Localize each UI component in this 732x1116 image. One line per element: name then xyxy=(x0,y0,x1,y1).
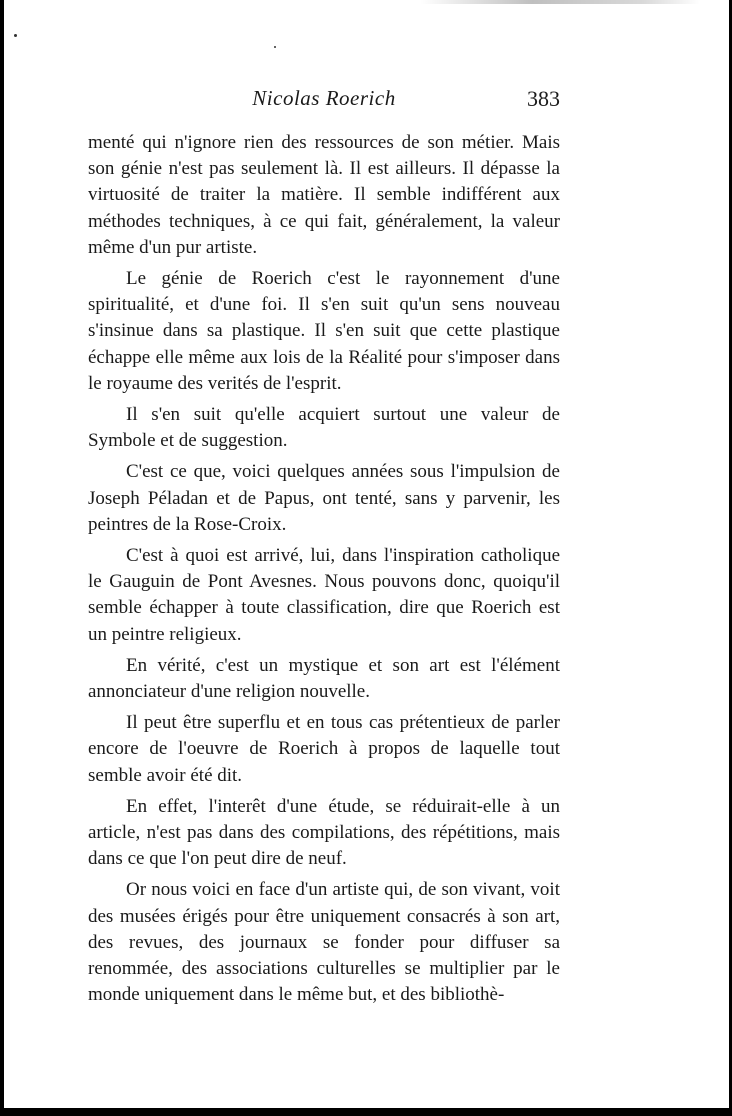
body-text xyxy=(88,130,560,1014)
scan-smudge xyxy=(420,0,700,4)
running-title: Nicolas Roerich xyxy=(252,86,396,110)
paragraph: Il s'en suit qu'elle acquiert surtout une valeur de Symbole et de suggestion. xyxy=(88,404,560,452)
paragraph: C'est ce que, voici quelques années sous l'impulsion de Joseph Péladan et de Papus, ont tenté, sans y parvenir, les peintres de la Rose-Croix. xyxy=(88,461,560,535)
scan-speck xyxy=(14,34,17,37)
paragraph: En vérité, c'est un mystique et son art est l'élément annonciateur d'une religion nouvelle. xyxy=(88,654,560,703)
paragraph: En effet, l'interêt d'une étude, se réduirait-elle à un article, n'est pas dans des compilations, des répétitions, mais dans ce que l'on peut dire de neuf. xyxy=(88,795,560,870)
scan-border-bottom xyxy=(0,1108,732,1116)
paragraph: Il peut être superflu et en tous cas prétentieux de parler encore de l'oeuvre de Roerich à propos de laquelle tout semble avoir été dit. xyxy=(88,712,560,786)
paragraph: menté qui n'ignore rien des ressources de son métier. Mais son génie n'est pas seulement là. Il est ailleurs. Il dépasse la virtuosité de traiter la matière. Il semble indifférent aux méthodes techniques, à ce qui fait, généralement, la valeur même d'un pur artiste. xyxy=(88,132,560,258)
paragraph: Or nous voici en face d'un artiste qui, de son vivant, voit des musées érigés pour être uniquement consacrés à son art, des revues, des journaux se fonder pour diffuser sa renommée, des associations culturelles se multiplier par le monde uniquement dans le même but, et des bibliothè- xyxy=(88,879,560,1006)
scan-border-left xyxy=(0,0,4,1116)
scan-speck xyxy=(274,46,276,48)
paragraph: Le génie de Roerich c'est le rayonnement d'une spiritualité, et d'une foi. Il s'en suit qu'un sens nouveau s'insinue dans sa plastique. Il s'en suit que cette plastique échappe elle même aux lois de la Réalité pour s'imposer dans le royaume des verités de l'esprit. xyxy=(88,268,560,394)
page-number: 383 xyxy=(527,86,560,111)
page-header xyxy=(88,86,560,116)
paragraph: C'est à quoi est arrivé, lui, dans l'inspiration catholique le Gauguin de Pont Avesnes. Nous pouvons donc, quoiqu'il semble échapper à toute classification, dire que Roerich est un peintre religieux. xyxy=(88,545,560,645)
